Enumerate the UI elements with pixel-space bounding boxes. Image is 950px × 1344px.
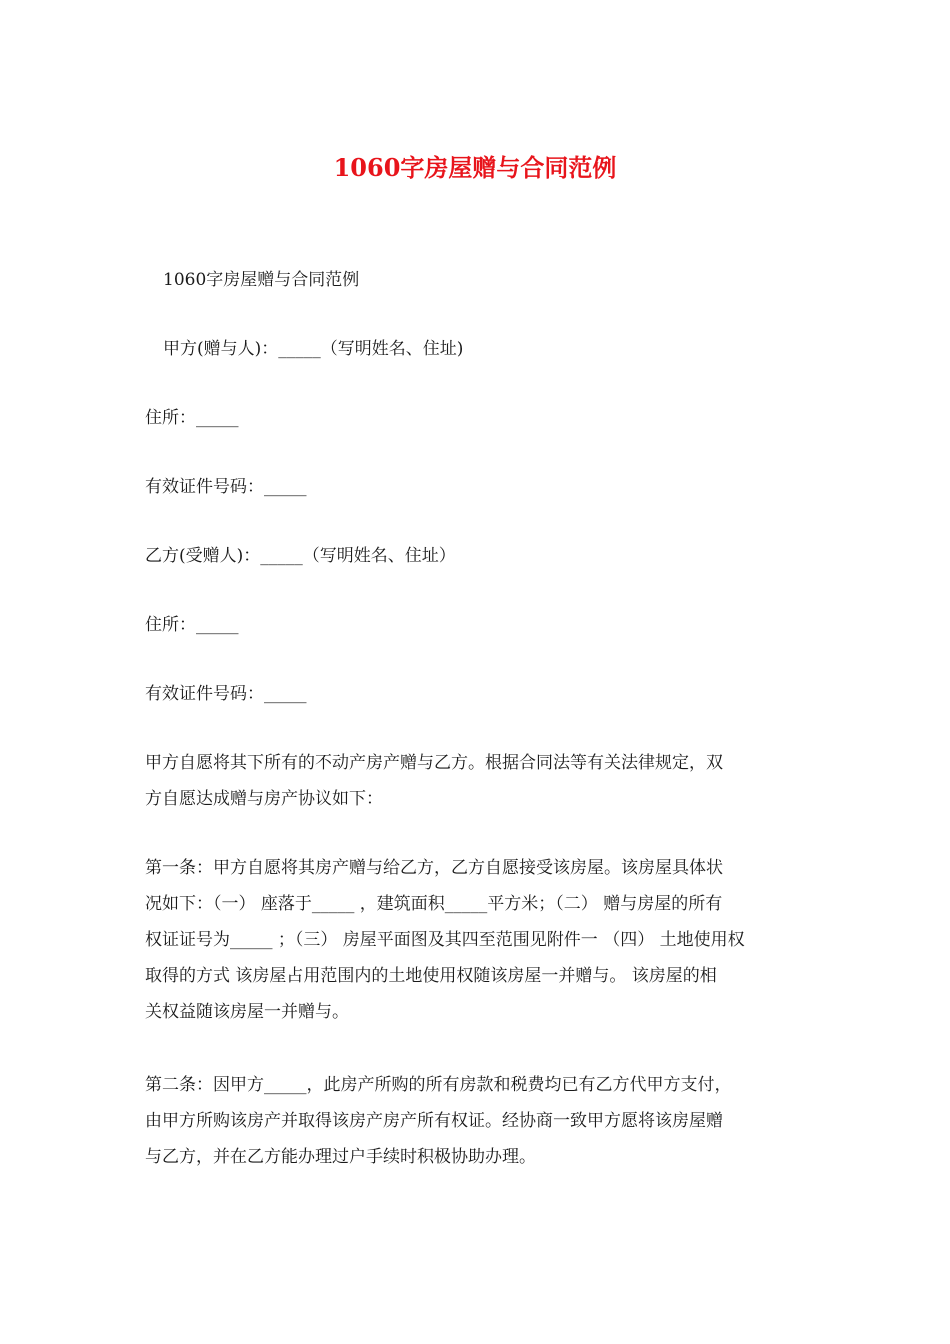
party-a-id: 有效证件号码：_____ (145, 477, 307, 497)
document-subtitle: 1060字房屋赠与合同范例 (163, 270, 360, 290)
article-1-line: 权证证号为_____ ；（三） 房屋平面图及其四至范围见附件一 （四） 土地使用权 (145, 930, 745, 950)
article-2-paragraph (145, 1067, 810, 1175)
intro-paragraph (145, 745, 810, 817)
intro-line: 方自愿达成赠与房产协议如下： (145, 789, 383, 809)
party-a-address: 住所：_____ (145, 408, 239, 428)
party-b-address: 住所：_____ (145, 615, 239, 635)
article-2-line: 与乙方，并在乙方能办理过户手续时积极协助办理。 (145, 1147, 536, 1167)
party-a-line: 甲方(赠与人)：_____（写明姓名、住址) (163, 339, 464, 359)
article-1-line: 第一条：甲方自愿将其房产赠与给乙方，乙方自愿接受该房屋。该房屋具体状 (145, 858, 723, 878)
intro-line: 甲方自愿将其下所有的不动产房产赠与乙方。根据合同法等有关法律规定，双 (145, 753, 723, 773)
article-1-line: 况如下：（一） 座落于_____ ，建筑面积_____平方米；（二） 赠与房屋的所有 (145, 894, 723, 914)
document-title: 1060字房屋赠与合同范例 (333, 153, 617, 182)
article-2-line: 由甲方所购该房产并取得该房产房产所有权证。经协商一致甲方愿将该房屋赠 (145, 1111, 723, 1131)
party-b-line: 乙方(受赠人)：_____（写明姓名、住址） (145, 546, 456, 566)
article-1-line: 关权益随该房屋一并赠与。 (145, 1002, 349, 1022)
article-1-line: 取得的方式 该房屋占用范围内的土地使用权随该房屋一并赠与。 该房屋的相 (145, 966, 717, 986)
article-2-line: 第二条：因甲方_____，此房产所购的所有房款和税费均已有乙方代甲方支付， (145, 1075, 732, 1095)
article-1-paragraph (145, 850, 810, 1030)
party-b-id: 有效证件号码：_____ (145, 684, 307, 704)
